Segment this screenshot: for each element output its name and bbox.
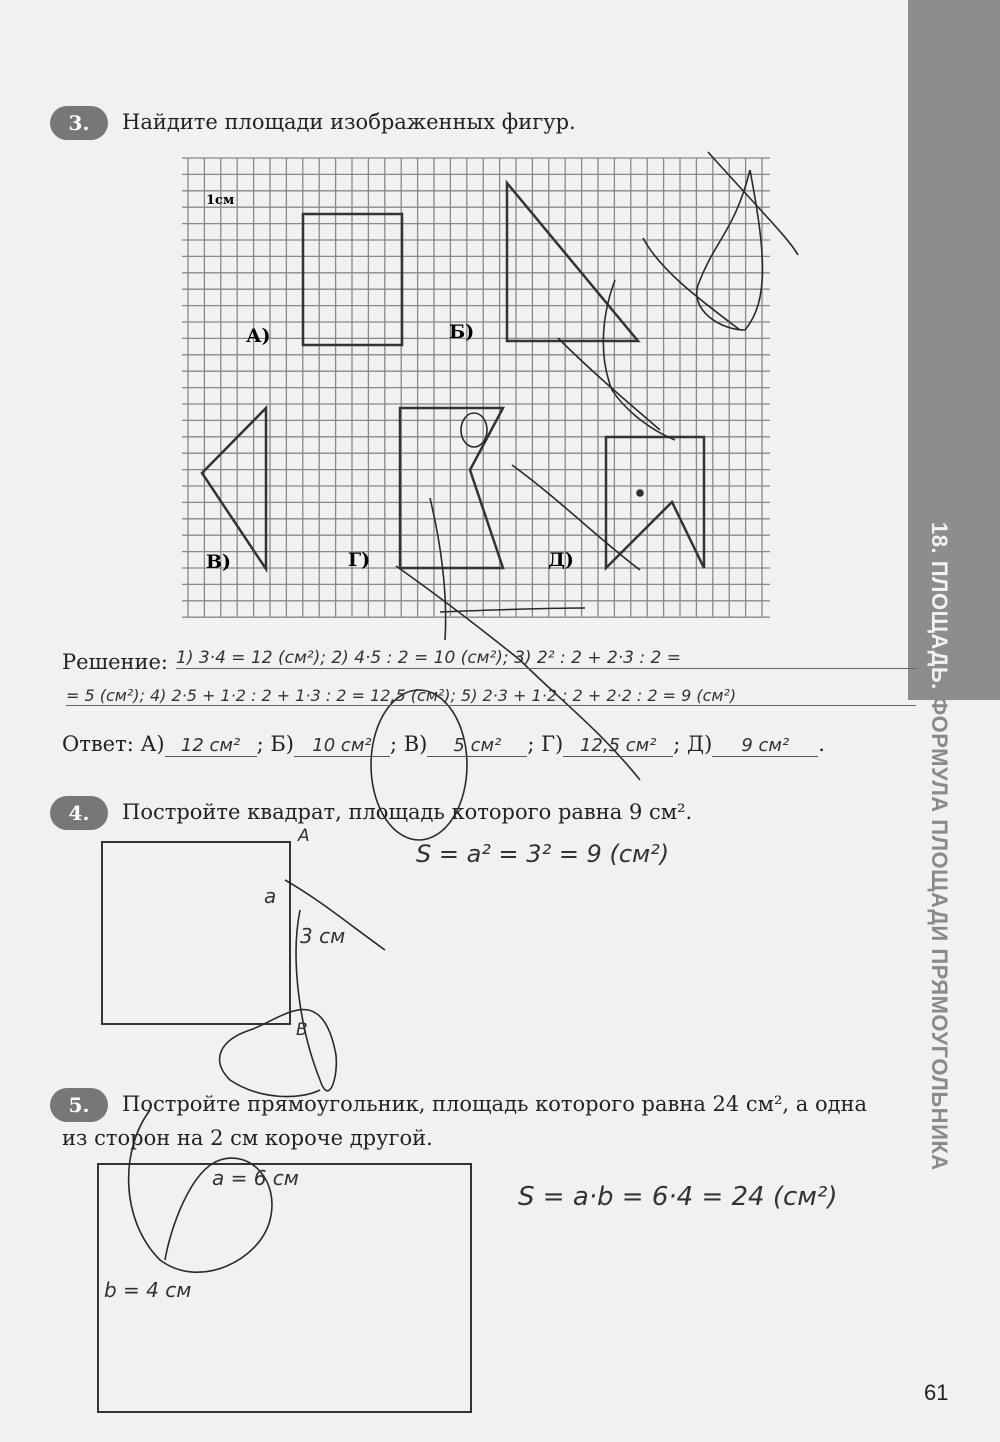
task-4-label-B: В: [296, 1020, 308, 1040]
figures: [202, 183, 704, 569]
figure-label-g: Г): [348, 549, 371, 571]
task-4-label-A: А: [298, 826, 310, 846]
answer-b-label: Б): [270, 732, 294, 756]
figure-label-b: Б): [449, 321, 475, 343]
task-5-label-a: a = 6 см: [212, 1166, 299, 1190]
task-5-text-line-1: Постройте прямоугольник, площадь которого равна 24 см², а одна: [122, 1092, 868, 1116]
task-4-label-a: a: [264, 884, 277, 908]
answer-row: [62, 732, 825, 757]
answer-a-label: А): [140, 732, 165, 756]
figure-v-triangle: [202, 408, 266, 569]
answer-v-label: В): [403, 732, 428, 756]
task-4-formula: S = a² = 3² = 9 (см²): [416, 840, 670, 868]
answer-b-sep: ;: [389, 732, 398, 756]
task-5-text-line-2: из сторон на 2 см короче другой.: [62, 1126, 433, 1150]
answer-label: Ответ:: [62, 732, 134, 756]
task-4-square: [102, 842, 290, 1024]
page-number: 61: [924, 1380, 949, 1405]
answer-v-value: 5 см²: [427, 735, 527, 757]
chapter-title: [926, 522, 952, 1171]
answer-d-label: Д): [687, 732, 713, 756]
task-4-badge: 4.: [50, 796, 108, 830]
answer-g-label: Г): [541, 732, 564, 756]
chapter-title-part2: ФОРМУЛА ПЛОЩАДИ ПРЯМОУГОЛЬНИКА: [927, 696, 952, 1171]
grid-scale-label: 1см: [206, 193, 235, 208]
chapter-side-tab: [908, 0, 1000, 1442]
solution-line-2: = 5 (см²); 4) 2·5 + 1·2 : 2 + 1·3 : 2 = 12,5 (см²); 5) 2·3 + 1·2 : 2 + 2·2 : 2 = 9 (см²): [66, 686, 916, 706]
task-3-badge: 3.: [50, 106, 108, 140]
task-5-label-b: b = 4 см: [104, 1278, 192, 1302]
answer-d-sep: .: [818, 732, 825, 756]
side-tab-bar: [908, 0, 1000, 700]
solution-line-1: 1) 3·4 = 12 (см²); 2) 4·5 : 2 = 10 (см²); 3) 2² : 2 + 2·3 : 2 =: [176, 648, 916, 669]
solution-label: Решение:: [62, 650, 169, 674]
task-5-badge: 5.: [50, 1088, 108, 1122]
task-4-text: Постройте квадрат, площадь которого равна 9 см².: [122, 800, 693, 824]
answer-a-sep: ;: [256, 732, 264, 756]
figure-label-d: Д): [548, 549, 574, 571]
task-5-formula: S = a·b = 6·4 = 24 (см²): [518, 1182, 838, 1212]
answer-a-value: 12 см²: [165, 735, 257, 757]
answer-v-sep: ;: [527, 732, 535, 756]
answer-b-value: 10 см²: [294, 735, 390, 757]
grid: [182, 158, 770, 617]
figure-label-v: В): [206, 551, 232, 573]
task-3-text: Найдите площади изображенных фигур.: [122, 110, 576, 134]
figure-label-a: А): [246, 325, 271, 347]
answer-d-value: 9 см²: [712, 735, 818, 757]
answer-g-sep: ;: [673, 732, 681, 756]
chapter-title-part1: 18. ПЛОЩАДЬ.: [927, 522, 952, 697]
answer-g-value: 12,5 см²: [563, 735, 673, 757]
task-4-label-side: 3 см: [300, 924, 346, 948]
